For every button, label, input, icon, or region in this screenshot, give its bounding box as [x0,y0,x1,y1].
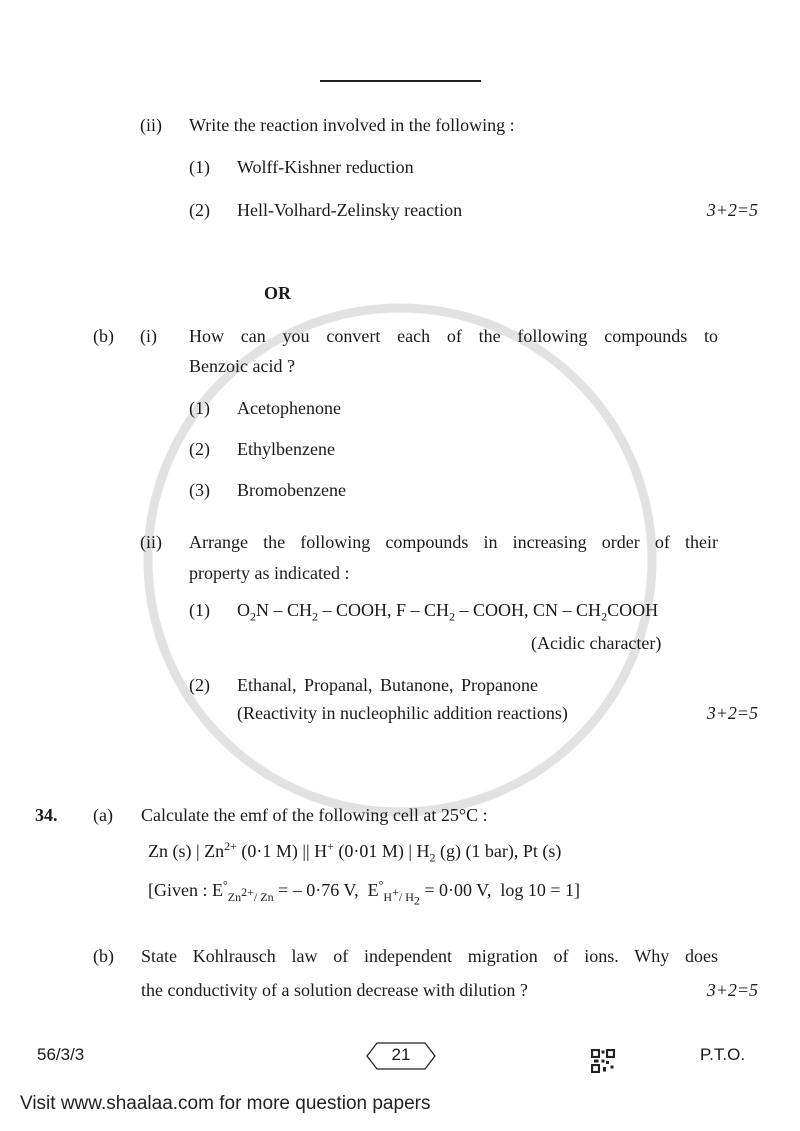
item-num: (2) [189,439,210,459]
q34-b-text: State Kohlrausch law of independent migration of ions. Why does [141,946,718,966]
item-num: (1) [189,398,210,418]
item-num: (1) [189,600,210,620]
or-label: OR [264,283,291,303]
top-rule [320,80,481,82]
q34-a-text: Calculate the emf of the following cell at 25°C : [141,805,488,825]
q-b-ii-text: Arrange the following compounds in increasing order of their [189,532,718,552]
q-ii-item: Wolff-Kishner reduction [237,157,414,177]
item: Acetophenone [237,398,341,418]
q-ii-number: (ii) [140,115,162,135]
given-values: [Given : $E^\circ_{Zn^{2+}/ Zn}$ = – 0·76 V, $E^\circ_{H^+/ H_2} = 0\cdot 00$ V, log 10 = 1] [148,878,581,907]
q-ii-text: Write the reaction involved in the following : [189,115,515,135]
q-ii-item-num: (1) [189,157,210,177]
q34-b-label: (b) [93,946,114,966]
q-ii-item: Hell-Volhard-Zelinsky reaction [237,200,463,220]
q-b-ii-text: property as indicated : [189,563,350,583]
pto-label: P.T.O. [700,1045,746,1064]
compounds-formula: $O_2N - CH_2$ – COOH, F – $CH_2$ – COOH, CN – $CH_2COOH$ [237,600,659,624]
q34-a-label: (a) [93,805,113,825]
page-number: 21 [391,1045,411,1064]
marks: 3+2=5 [706,200,758,220]
q34-b-text: the conductivity of a solution decrease with dilution ? [141,980,528,1000]
property: (Reactivity in nucleophilic addition reactions) [237,703,568,723]
item: Bromobenzene [237,480,346,500]
q-ii-item-num: (2) [189,200,210,220]
paper-code: 56/3/3 [37,1045,85,1064]
item: Ethylbenzene [237,439,335,459]
qr-code-icon [591,1049,615,1073]
q-b-ii-number: (ii) [140,532,162,552]
watermark-circle [148,308,652,812]
q-b-i-number: (i) [140,326,157,346]
item-num: (2) [189,675,210,695]
q-b-label: (b) [93,326,114,346]
q-b-i-text: How can you convert each of the following compounds to [189,326,718,346]
marks: 3+2=5 [706,703,758,723]
item-num: (3) [189,480,210,500]
property: (Acidic character) [531,633,662,653]
visit-link[interactable]: Visit www.shaalaa.com for more question papers [20,1093,431,1114]
q-b-i-text: Benzoic acid ? [189,356,295,376]
item: Ethanal, Propanal, Butanone, Propanone [237,675,538,695]
cell-notation: Zn (s) | $Zn^{2+}$ (0·1 M) || H+ (0·01 M) | $H_2$ (g) (1 bar), Pt (s) [148,839,562,865]
marks: 3+2=5 [706,980,758,1000]
question-number: 34. [35,805,58,825]
